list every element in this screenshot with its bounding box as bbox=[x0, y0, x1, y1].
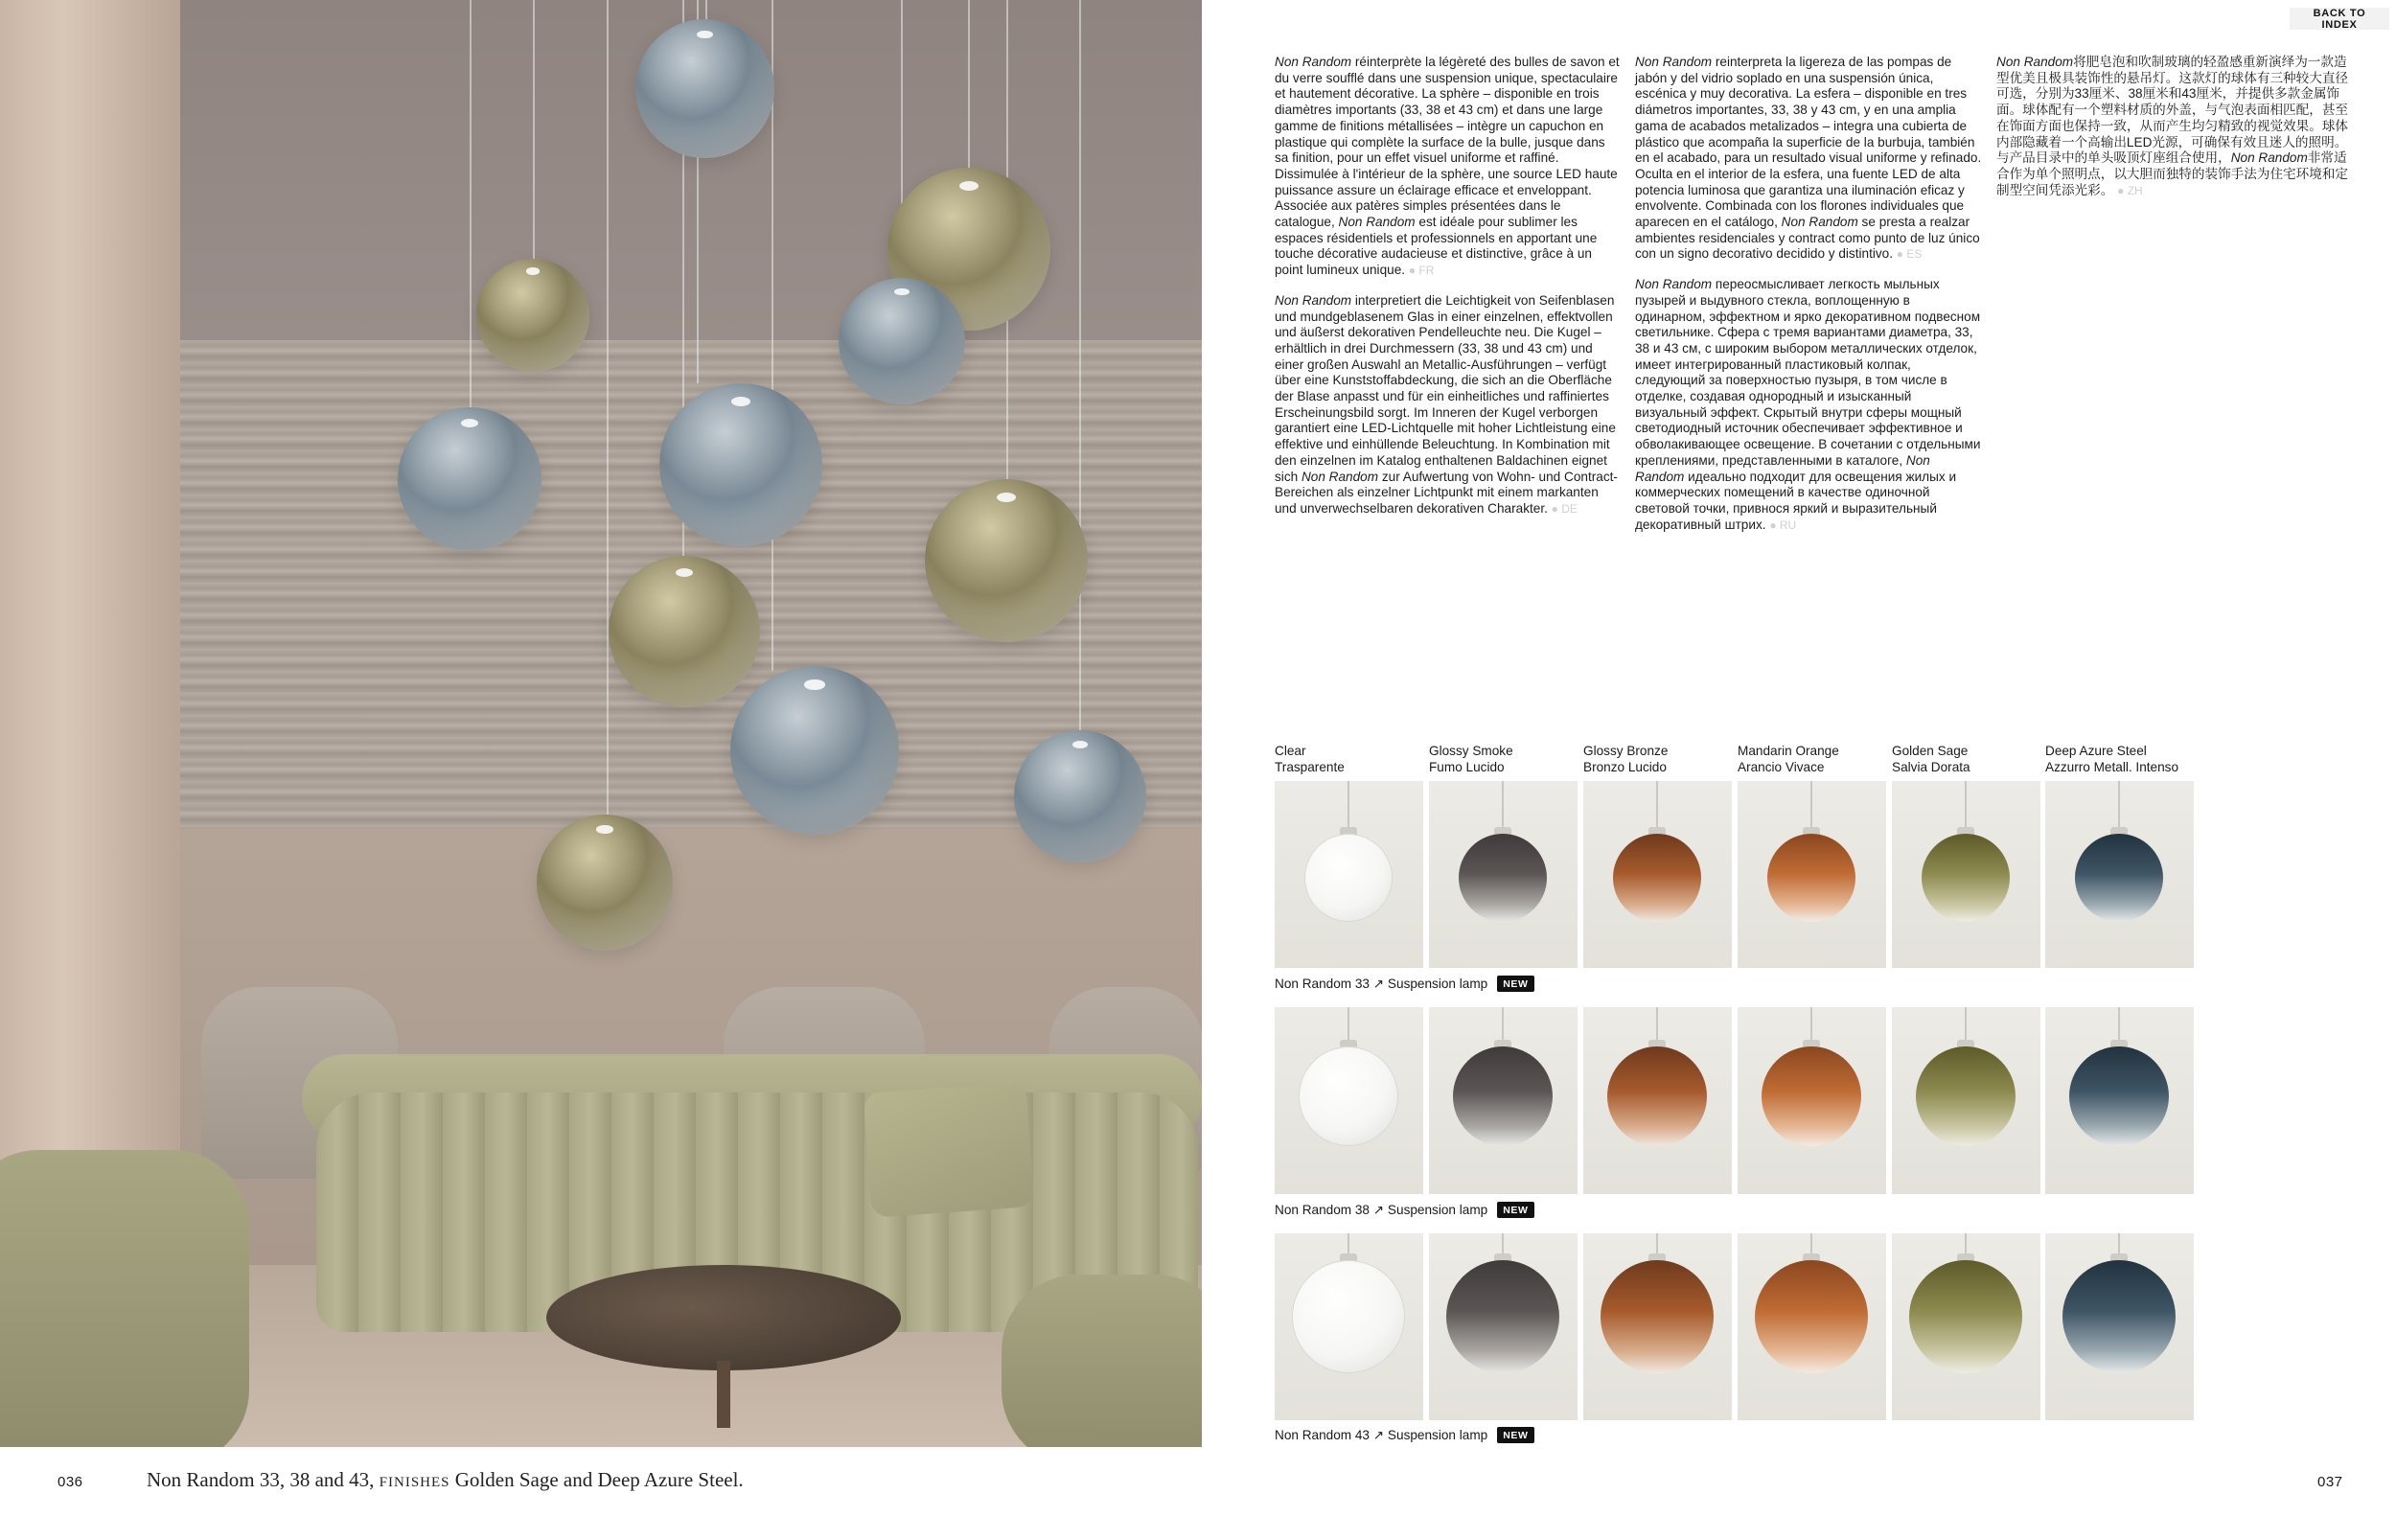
photo-pillow bbox=[864, 1082, 1035, 1218]
finish-swatch-smoke bbox=[1429, 1233, 1578, 1420]
language-tag-fr: ● FR bbox=[1408, 264, 1435, 278]
photo-pendant-globe bbox=[1014, 730, 1146, 862]
finish-swatch-bronze bbox=[1583, 1233, 1732, 1420]
language-tag-zh: ● ZH bbox=[2117, 183, 2143, 197]
photo-cable bbox=[470, 0, 472, 412]
finish-header-bronze: Glossy Bronze Bronzo Lucido bbox=[1583, 744, 1669, 774]
text-ru: Non Random переосмысливает легкость мыльных пузырей и выдувного стекла, воплощенную в одинарном, эффектном и ярко декоративном подвесном светильнике. Сфера с тремя вариантами диаметра, 33, 38 и 43 см, с широким выбором металлических отделок, имеет интегрированный пластиковый колпак, следующий за поверхностью пузыря, в том числе в отделке, создавая однородный и изысканный визуальный эффект. Скрытый внутри сферы мощный светодиодный источник обеспечивает эффективное и обволакивающее освещение. В сочетании с отдельными креплениями, представленными в каталоге, Non Random идеально подходит для освещения жилых и коммерческих помещений в качестве одиночной световой точки, привнося яркий и выразительный декоративный штрих. ● RU bbox=[1635, 277, 1981, 532]
text-column-3 bbox=[1996, 55, 2349, 213]
lamp-sphere-sage bbox=[1922, 834, 2010, 922]
product-link-33[interactable]: Non Random 33 ↗ Suspension lamp NEW bbox=[1275, 976, 1534, 992]
lamp-cable bbox=[1502, 781, 1504, 831]
interior-photo bbox=[0, 0, 1202, 1447]
finish-swatch-sage bbox=[1892, 781, 2040, 968]
lamp-sphere-sage bbox=[1916, 1046, 2016, 1146]
photo-table-leg bbox=[717, 1361, 730, 1428]
photo-pendant-globe bbox=[476, 259, 589, 372]
lamp-sphere-smoke bbox=[1459, 834, 1547, 922]
finish-header-smoke: Glossy Smoke Fumo Lucido bbox=[1429, 744, 1513, 774]
lamp-sphere-mandarin bbox=[1755, 1260, 1868, 1373]
lamp-sphere-smoke bbox=[1446, 1260, 1559, 1373]
lamp-cable bbox=[1810, 781, 1812, 831]
finish-swatch-bronze bbox=[1583, 781, 1732, 968]
lamp-cable bbox=[1656, 781, 1658, 831]
text-column-2 bbox=[1635, 55, 1982, 547]
lamp-sphere-azure bbox=[2075, 834, 2163, 922]
finish-swatch-azure bbox=[2045, 781, 2194, 968]
language-tag-ru: ● RU bbox=[1769, 517, 1797, 532]
lamp-cable bbox=[1348, 781, 1349, 831]
lamp-sphere-mandarin bbox=[1767, 834, 1855, 922]
lamp-cable bbox=[2118, 781, 2120, 831]
lamp-cable bbox=[1502, 1007, 1504, 1044]
text-column-1 bbox=[1275, 55, 1622, 532]
photo-coffee-table bbox=[546, 1265, 901, 1370]
lamp-sphere-clear bbox=[1304, 834, 1393, 922]
page-number-left: 036 bbox=[58, 1474, 83, 1490]
finish-header-sage: Golden Sage Salvia Dorata bbox=[1892, 744, 1970, 774]
text-de: Non Random interpretiert die Leichtigkeit von Seifenblasen und mundgeblasenem Glas in einer einzelnen, effektvollen und äußerst dekorativen Pendelleuchte neu. Die Kugel – erhältlich in drei Durchmessern (33, 38 und 43 cm) und einer großen Auswahl an Metallic-Ausführungen – verfügt über eine Kunststoffabdeckung, die sich an die Oberfläche der Blase anpasst und für ein einheitliches und raffiniertes Erscheinungsbild sorgt. Im Inneren der Kugel verborgen garantiert eine LED-Lichtquelle mit hoher Lichtleistung eine effektive und einhüllende Beleuchtung. In Kombination mit den einzelnen im Katalog enthaltenen Baldachinen eignet sich Non Random zur Aufwertung von Wohn- und Contract-Bereichen als einzelner Lichtpunkt mit einem markanten und unverwechselbaren dekorativen Charakter. ● DE bbox=[1275, 292, 1618, 516]
photo-cable bbox=[968, 0, 970, 172]
photo-pendant-globe bbox=[659, 383, 822, 546]
new-badge: NEW bbox=[1497, 1202, 1533, 1218]
photo-pendant-globe bbox=[925, 479, 1088, 642]
lamp-sphere-clear bbox=[1292, 1260, 1405, 1373]
photo-cable bbox=[533, 0, 535, 264]
lamp-cable bbox=[1965, 781, 1967, 831]
text-fr: Non Random réinterprète la légèreté des bulles de savon et du verre soufflé dans une suspension unique, spectaculaire et hautement décorative. La sphère – disponible en trois diamètres importants (33, 38 et 43 cm) et dans une large gamme de finitions métallisées – intègre un capuchon en plastique qui complète la surface de la bulle, jusque dans sa finition, pour un effet visuel uniforme et raffiné. Dissimulée à l'intérieur de la sphère, une source LED haute puissance assure un éclairage efficace et enveloppant. Associée aux patères simples présentées dans le catalogue, Non Random est idéale pour sublimer les espaces résidentiels et professionnels en apportant une touche décorative audacieuse et distinctive, grâce à un point lumineux unique. ● FR bbox=[1275, 55, 1620, 278]
photo-pendant-globe bbox=[609, 556, 760, 707]
finish-swatch-sage bbox=[1892, 1233, 2040, 1420]
lamp-sphere-azure bbox=[2062, 1260, 2176, 1373]
finish-swatch-clear bbox=[1275, 1233, 1423, 1420]
new-badge: NEW bbox=[1497, 1427, 1533, 1443]
photo-pendant-globe bbox=[398, 407, 541, 551]
photo-pendant-globe bbox=[839, 278, 965, 404]
lamp-cable bbox=[1348, 1007, 1349, 1044]
finish-swatch-smoke bbox=[1429, 781, 1578, 968]
finish-swatch-azure bbox=[2045, 1007, 2194, 1194]
lamp-cable bbox=[2118, 1007, 2120, 1044]
finish-swatch-mandarin bbox=[1738, 781, 1886, 968]
finish-header-azure: Deep Azure Steel Azzurro Metall. Intenso bbox=[2045, 744, 2179, 774]
language-tag-de: ● DE bbox=[1551, 501, 1578, 516]
back-to-index-button[interactable]: BACK TO INDEX bbox=[2290, 8, 2389, 30]
finish-swatch-mandarin bbox=[1738, 1007, 1886, 1194]
photo-caption: Non Random 33, 38 and 43, FINISHES Golden Sage and Deep Azure Steel. bbox=[147, 1468, 744, 1491]
lamp-sphere-smoke bbox=[1453, 1046, 1553, 1146]
page-number-right: 037 bbox=[2317, 1474, 2343, 1490]
photo-green-armchair bbox=[0, 1150, 249, 1447]
finish-swatch-clear bbox=[1275, 781, 1423, 968]
lamp-sphere-sage bbox=[1909, 1260, 2022, 1373]
finish-swatch-bronze bbox=[1583, 1007, 1732, 1194]
finish-header-clear: Clear Trasparente bbox=[1275, 744, 1345, 774]
text-es: Non Random reinterpreta la ligereza de las pompas de jabón y del vidrio soplado en una suspensión única, escénica y muy decorativa. La esfera – disponible en tres diámetros importantes, 33, 38 y 43 cm, y en una amplia gama de acabados metalizados – integra una cubierta de plástico que acompaña la superficie de la burbuja, también en el acabado, para un resultado visual uniforme y refinado. Oculta en el interior de la esfera, una fuente LED de alta potencia luminosa que garantiza una iluminación eficaz y envolvente. Combinada con los florones individuales que aparecen en el catálogo, Non Random se presta a realzar ambientes residenciales y contract como punto de luz único con un signo decorativo decidido y distintivo. ● ES bbox=[1635, 55, 1982, 262]
lamp-sphere-clear bbox=[1299, 1046, 1398, 1146]
lamp-cable bbox=[1656, 1007, 1658, 1044]
photo-pendant-globe bbox=[537, 815, 673, 951]
lamp-cable bbox=[1965, 1007, 1967, 1044]
photo-cable bbox=[1079, 0, 1081, 733]
finish-swatch-azure bbox=[2045, 1233, 2194, 1420]
lamp-sphere-azure bbox=[2069, 1046, 2169, 1146]
text-zh: Non Random将肥皂泡和吹制玻璃的轻盈感重新演绎为一款造型优美且极具装饰性的悬吊灯。这款灯的球体有三种较大直径可选，分别为33厘米、38厘米和43厘米，并提供多款金属饰面。球体配有一个塑料材质的外盖，与气泡表面相匹配，甚至在饰面方面也保持一致，从而产生均匀精致的视觉效果。球体内部隐藏着一个高输出LED光源，可确保有效且迷人的照明。与产品目录中的单头吸顶灯座组合使用，Non Random非常适合作为单个照明点，以大胆而独特的装饰手法为住宅环境和定制型空间凭添光彩。 ● ZH bbox=[1996, 55, 2349, 197]
photo-green-armchair bbox=[1002, 1275, 1202, 1447]
product-link-38[interactable]: Non Random 38 ↗ Suspension lamp NEW bbox=[1275, 1202, 1534, 1218]
lamp-sphere-bronze bbox=[1613, 834, 1701, 922]
lamp-cable bbox=[1810, 1007, 1812, 1044]
language-tag-es: ● ES bbox=[1896, 247, 1923, 262]
finish-swatch-smoke bbox=[1429, 1007, 1578, 1194]
lamp-sphere-mandarin bbox=[1762, 1046, 1861, 1146]
lamp-sphere-bronze bbox=[1607, 1046, 1707, 1146]
photo-pendant-globe bbox=[730, 666, 899, 835]
lamp-sphere-bronze bbox=[1601, 1260, 1714, 1373]
finish-swatch-mandarin bbox=[1738, 1233, 1886, 1420]
product-link-43[interactable]: Non Random 43 ↗ Suspension lamp NEW bbox=[1275, 1427, 1534, 1443]
photo-cable bbox=[607, 0, 609, 815]
finish-header-mandarin: Mandarin Orange Arancio Vivace bbox=[1738, 744, 1839, 774]
finish-swatch-clear bbox=[1275, 1007, 1423, 1194]
photo-pendant-globe bbox=[635, 19, 774, 158]
new-badge: NEW bbox=[1497, 976, 1533, 992]
finish-swatch-sage bbox=[1892, 1007, 2040, 1194]
